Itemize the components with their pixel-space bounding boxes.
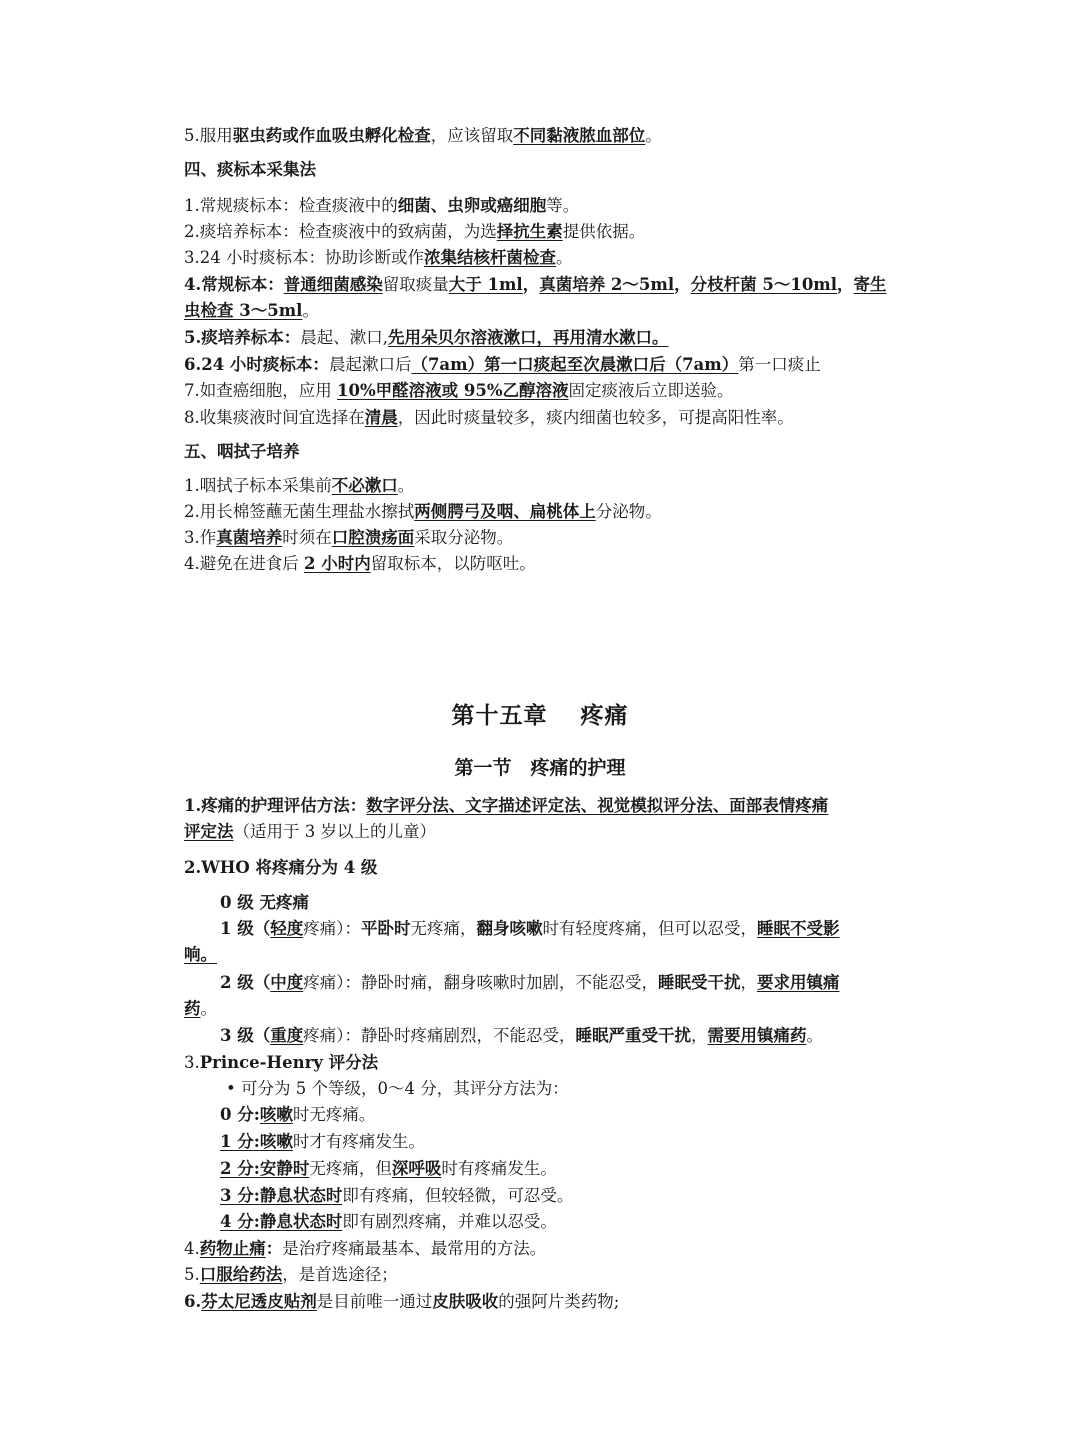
sputum-item-4: 4.常规标本：普通细菌感染留取痰量大于 1ml，真菌培养 2～5ml，分枝杆菌 5～10ml，寄生 虫检查 3～5ml。 bbox=[184, 275, 887, 320]
pain-grade-0: 0 级 无疼痛 bbox=[220, 893, 309, 912]
pain-item-1: 1.疼痛的护理评估方法：数字评分法、文字描述评定法、视觉模拟评分法、面部表情疼痛 评定法（适用于 3 岁以上的儿童） bbox=[184, 796, 829, 841]
sputum-item-7: 7.如查癌细胞，应用 10%甲醛溶液或 95%乙醇溶液固定痰液后立即送验。 bbox=[184, 381, 734, 400]
heading-sputum-collection: 四、痰标本采集法 bbox=[184, 160, 316, 179]
swab-item-1: 1.咽拭子标本采集前不必漱口。 bbox=[184, 476, 415, 495]
prince-henry-score-0: 0 分:咳嗽时无疼痛。 bbox=[220, 1105, 376, 1124]
pain-grade-3: 3 级（重度疼痛）：静卧时疼痛剧烈，不能忍受，睡眠严重受干扰，需要用镇痛药。 bbox=[220, 1026, 823, 1045]
chapter-title: 第十五章 疼痛 bbox=[451, 702, 629, 729]
pain-item-3: 3.Prince-Henry 评分法 bbox=[184, 1053, 379, 1072]
prince-henry-score-1: 1 分:咳嗽时才有疼痛发生。 bbox=[220, 1132, 425, 1151]
pain-item-2: 2.WHO 将疼痛分为 4 级 bbox=[184, 858, 378, 877]
sputum-item-6: 6.24 小时痰标本：晨起漱口后（7am）第一口痰起至次晨漱口后（7am）第一口痰止 bbox=[184, 355, 821, 374]
swab-item-2: 2.用长棉签蘸无菌生理盐水擦拭两侧腭弓及咽、扁桃体上分泌物。 bbox=[184, 502, 662, 521]
stool-item-5: 5.服用驱虫药或作血吸虫孵化检查，应该留取不同黏液脓血部位。 bbox=[184, 126, 662, 145]
prince-henry-intro: • 可分为 5 个等级，0～4 分，其评分方法为： bbox=[226, 1079, 569, 1098]
sputum-item-1: 1.常规痰标本：检查痰液中的细菌、虫卵或癌细胞等。 bbox=[184, 196, 580, 215]
pain-grade-2: 2 级（中度疼痛）：静卧时痛，翻身咳嗽时加剧，不能忍受，睡眠受干扰，要求用镇痛 药。 bbox=[184, 973, 840, 1018]
prince-henry-score-4: 4 分:静息状态时即有剧烈疼痛，并难以忍受。 bbox=[220, 1212, 557, 1231]
pain-grade-1: 1 级（轻度疼痛）：平卧时无疼痛，翻身咳嗽时有轻度疼痛，但可以忍受，睡眠不受影 响。 bbox=[184, 919, 840, 964]
section-title: 第一节 疼痛的护理 bbox=[454, 757, 626, 779]
pain-item-5: 5.口服给药法，是首选途径； bbox=[184, 1265, 398, 1284]
sputum-item-2: 2.痰培养标本：检查痰液中的致病菌，为选择抗生素提供依据。 bbox=[184, 222, 646, 241]
prince-henry-score-3: 3 分:静息状态时即有疼痛，但较轻微，可忍受。 bbox=[220, 1186, 574, 1205]
pain-item-6: 6.芬太尼透皮贴剂是目前唯一通过皮肤吸收的强阿片类药物; bbox=[184, 1292, 620, 1311]
pain-item-4: 4.药物止痛：是治疗疼痛最基本、最常用的方法。 bbox=[184, 1239, 547, 1258]
heading-throat-swab: 五、咽拭子培养 bbox=[184, 442, 300, 461]
swab-item-3: 3.作真菌培养时须在口腔溃疡面采取分泌物。 bbox=[184, 528, 514, 547]
swab-item-4: 4.避免在进食后 2 小时内留取标本，以防呕吐。 bbox=[184, 554, 536, 573]
sputum-item-5: 5.痰培养标本：晨起、漱口,先用朵贝尔溶液漱口，再用清水漱口。 bbox=[184, 328, 669, 347]
sputum-item-3: 3.24 小时痰标本：协助诊断或作浓集结核杆菌检查。 bbox=[184, 248, 573, 267]
sputum-item-8: 8.收集痰液时间宜选择在清晨，因此时痰量较多，痰内细菌也较多，可提高阳性率。 bbox=[184, 408, 794, 427]
prince-henry-score-2: 2 分:安静时无疼痛，但深呼吸时有疼痛发生。 bbox=[220, 1159, 557, 1178]
